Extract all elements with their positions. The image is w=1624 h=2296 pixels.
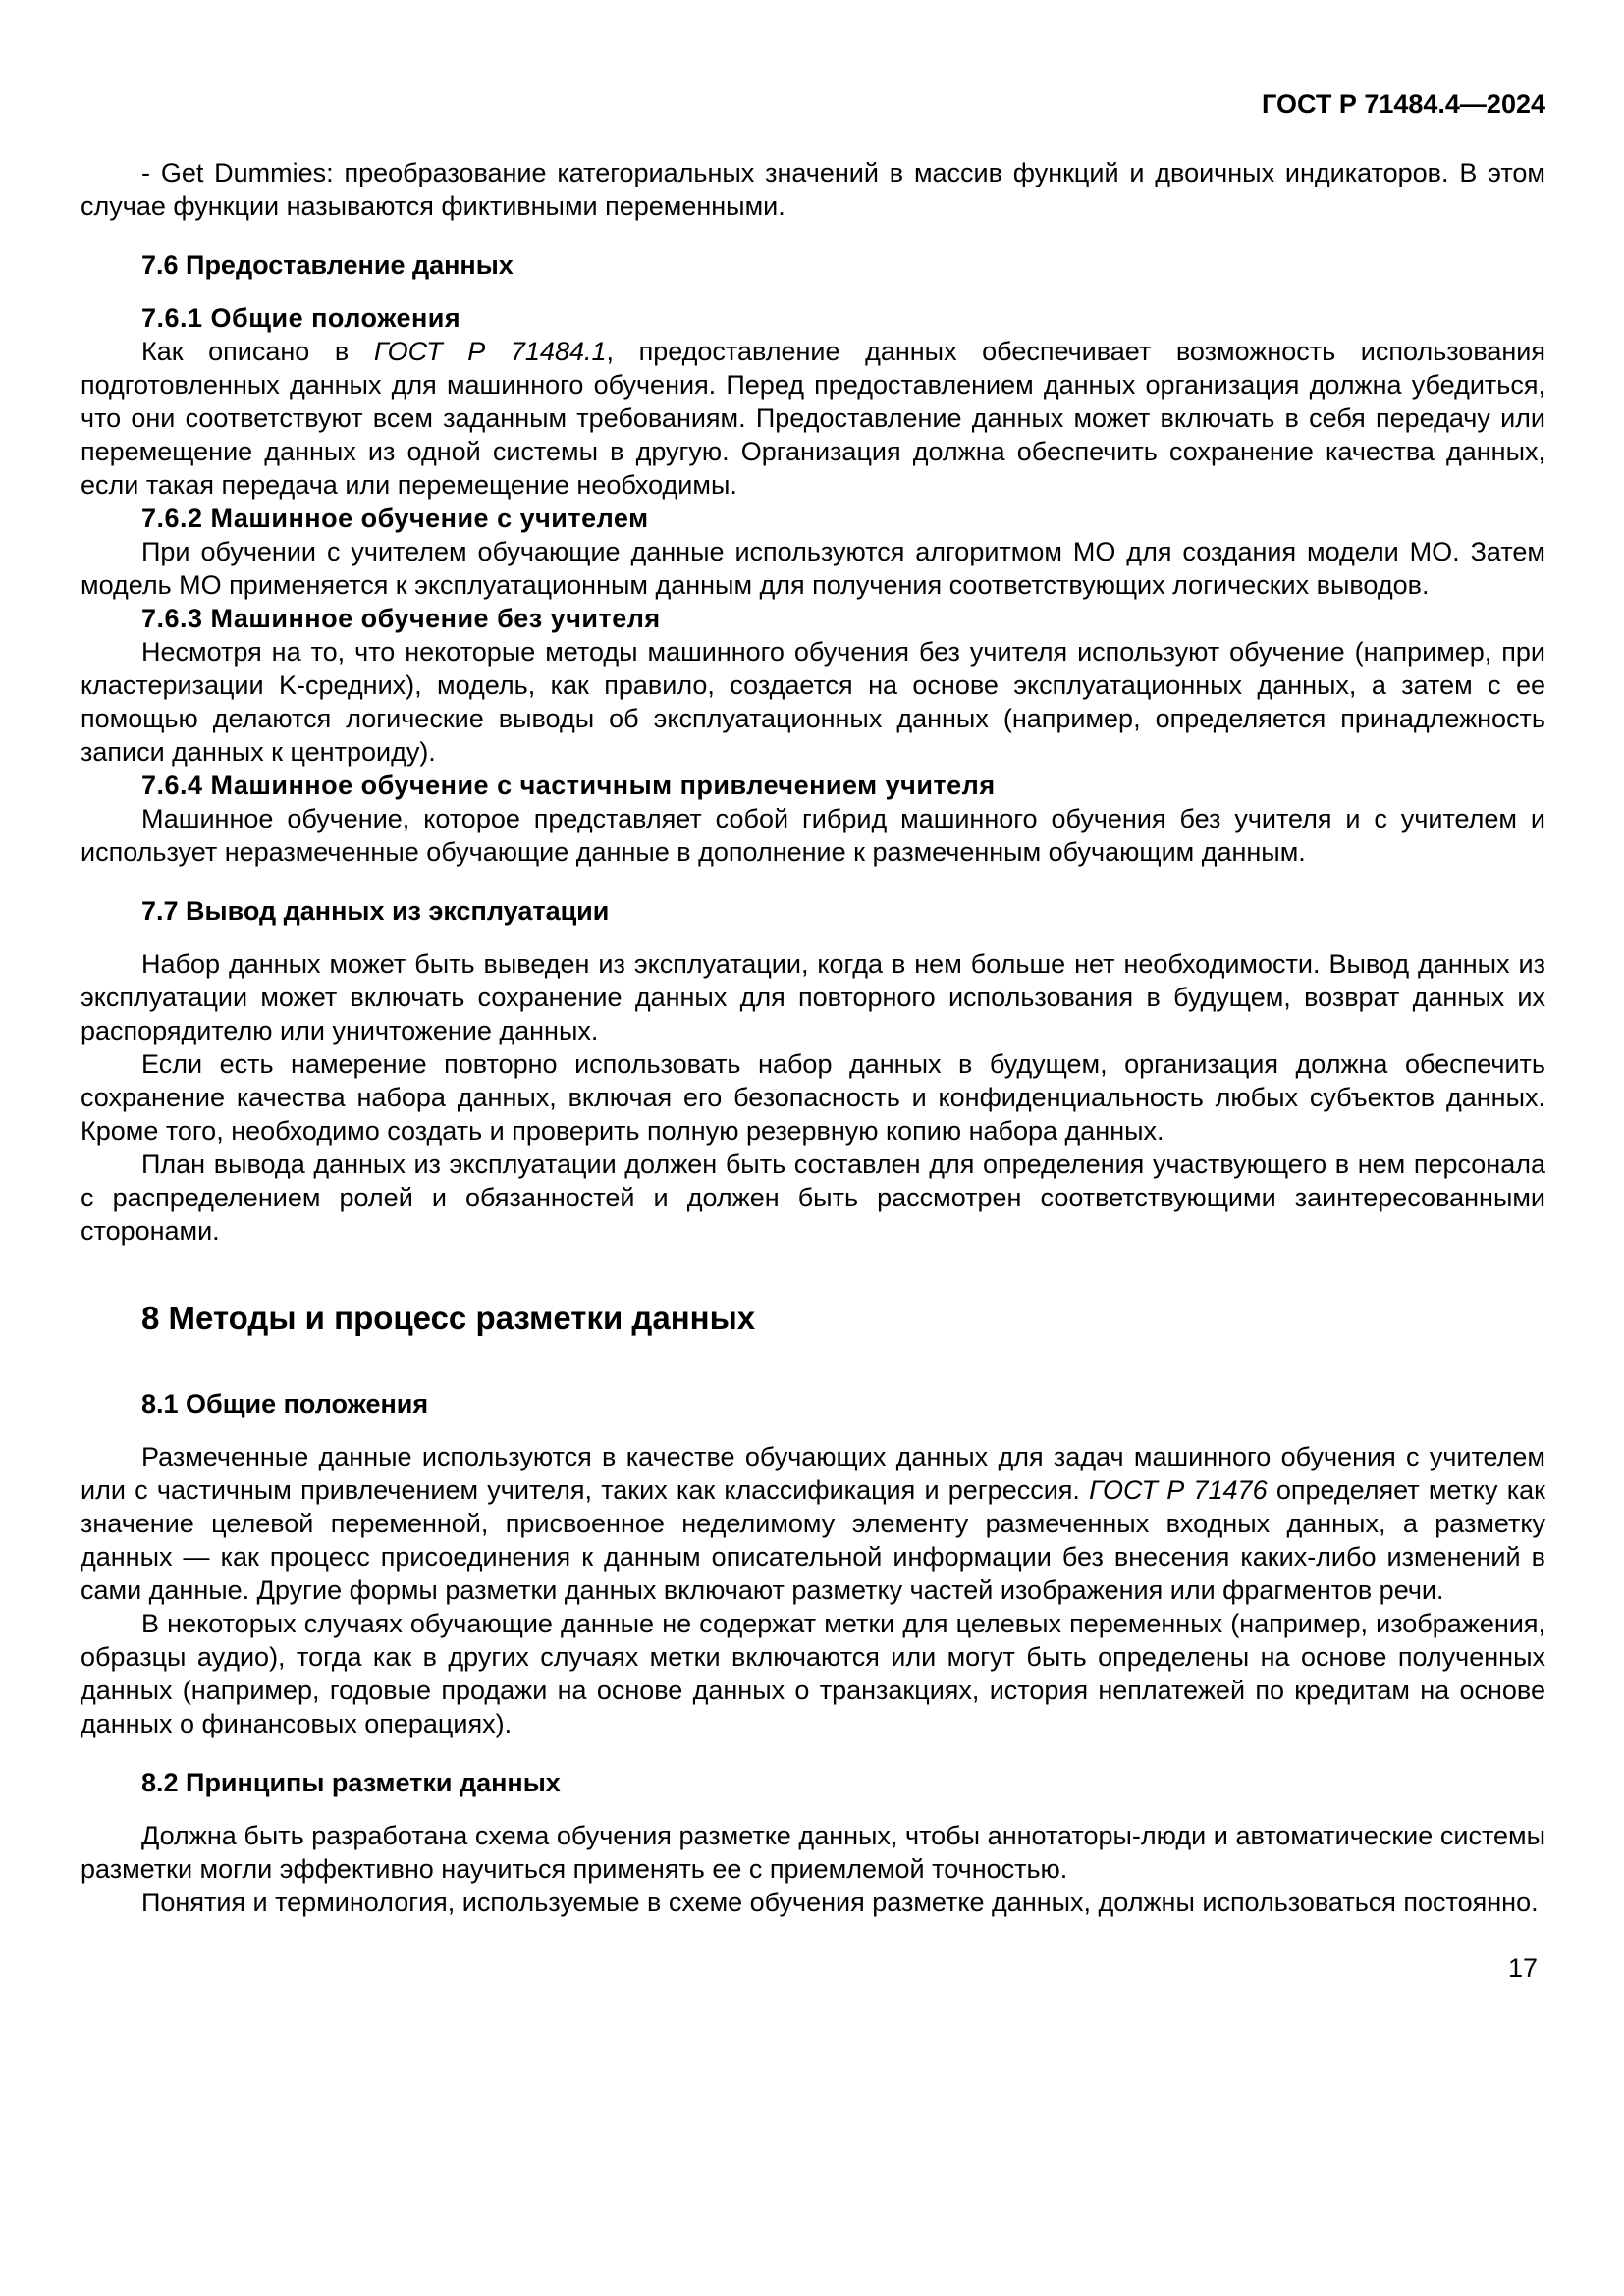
paragraph bbox=[81, 802, 1545, 869]
text-run: Должна быть разработана схема обучения разметке данных, чтобы аннотаторы-люди и автоматические системы разметки могли эффективно научиться применять ее с приемлемой точностью. bbox=[81, 1821, 1545, 1884]
text-run: Размеченные данные используются в качестве обучающих данных для задач машинного обучения с учителем или с частичным привлечением учителя, таких как классификация и регрессия. bbox=[81, 1442, 1545, 1505]
italic-text-run: ГОСТ Р 71484.1 bbox=[373, 337, 607, 366]
text-run: План вывода данных из эксплуатации должен быть составлен для определения участвующего в нем персонала с распределением ролей и обязанностей и должен быть рассмотрен соответствующими заинтересованными сторонами. bbox=[81, 1149, 1545, 1246]
text-run: Понятия и терминология, используемые в схеме обучения разметке данных, должны использоваться постоянно. bbox=[141, 1888, 1539, 1917]
paragraph bbox=[81, 335, 1545, 502]
doc-number: ГОСТ Р 71484.4—2024 bbox=[1262, 89, 1545, 119]
text-run: Набор данных может быть выведен из эксплуатации, когда в нем больше нет необходимости. Вывод данных из эксплуатации может включать сохранение данных для повторного использования в будущем, возврат данных их распорядителю или уничтожение данных. bbox=[81, 949, 1545, 1045]
paragraph bbox=[81, 1047, 1545, 1148]
subsection-heading bbox=[81, 602, 1545, 635]
text-run: 7.6.4 Машинное обучение с частичным привлечением учителя bbox=[141, 771, 996, 800]
text-run: 7.6.2 Машинное обучение с учителем bbox=[141, 504, 649, 533]
subsection-heading bbox=[81, 502, 1545, 535]
section-heading bbox=[81, 1387, 1545, 1420]
text-run: Как описано в bbox=[141, 337, 374, 366]
section-heading bbox=[81, 248, 1545, 282]
text-run: - Get Dummies: преобразование категориальных значений в массив функций и двоичных индикаторов. В этом случае функции называются фиктивными переменными. bbox=[81, 158, 1545, 221]
paragraph bbox=[81, 156, 1545, 223]
section-heading bbox=[81, 894, 1545, 928]
text-run: 8.2 Принципы разметки данных bbox=[141, 1768, 561, 1797]
paragraph bbox=[81, 535, 1545, 602]
italic-text-run: ГОСТ Р 71476 bbox=[1089, 1475, 1268, 1505]
text-run: 7.6.3 Машинное обучение без учителя bbox=[141, 604, 661, 633]
subsection-heading bbox=[81, 301, 1545, 335]
text-run: , предоставление данных обеспечивает возможность использования подготовленных данных для машинного обучения. Перед предоставлением данных организация должна убедиться, что они соответствуют всем заданным требованиям. Предоставление данных может включать в себя передачу или перемещение данных из одной системы в другую. Организация должна обеспечить сохранение качества данных, если такая передача или перемещение необходимы. bbox=[81, 337, 1545, 500]
subsection-heading bbox=[81, 769, 1545, 802]
chapter-heading bbox=[81, 1299, 1545, 1338]
section-heading bbox=[81, 1766, 1545, 1799]
text-run: Машинное обучение, которое представляет собой гибрид машинного обучения без учителя и с учителем и использует неразмеченные обучающие данные в дополнение к размеченным обучающим данным. bbox=[81, 804, 1545, 867]
page-number: 17 bbox=[1507, 1953, 1538, 1983]
paragraph bbox=[81, 1886, 1545, 1919]
text-run: определяет метку как значение целевой переменной, присвоенное неделимому элементу размеченных входных данных, а разметку данных — как процесс присоединения к данным описательной информации без внесения каких-либо изменений в сами данные. Другие формы разметки данных включают разметку частей изображения или фрагментов речи. bbox=[81, 1475, 1545, 1605]
paragraph bbox=[81, 635, 1545, 769]
text-run: 7.6 Предоставление данных bbox=[141, 250, 514, 280]
text-run: 7.6.1 Общие положения bbox=[141, 303, 461, 333]
paragraph bbox=[81, 1148, 1545, 1248]
text-run: 8 Методы и процесс разметки данных bbox=[141, 1300, 756, 1336]
text-run: Несмотря на то, что некоторые методы машинного обучения без учителя используют обучение (например, при кластеризации K-средних), модель, как правило, создается на основе эксплуатационных данных, а затем с ее помощью делаются логические выводы об эксплуатационных данных (например, определяется принадлежность записи данных к центроиду). bbox=[81, 637, 1545, 767]
paragraph bbox=[81, 947, 1545, 1047]
text-run: При обучении с учителем обучающие данные используются алгоритмом МО для создания модели МО. Затем модель МО применяется к эксплуатационным данным для получения соответствующих логических выводов. bbox=[81, 537, 1545, 600]
text-run: Если есть намерение повторно использовать набор данных в будущем, организация должна обеспечить сохранение качества набора данных, включая его безопасность и конфиденциальность любых субъектов данных. Кроме того, необходимо создать и проверить полную резервную копию набора данных. bbox=[81, 1049, 1545, 1146]
paragraph bbox=[81, 1607, 1545, 1740]
document-content bbox=[81, 156, 1545, 1919]
text-run: 7.7 Вывод данных из эксплуатации bbox=[141, 896, 610, 926]
text-run: В некоторых случаях обучающие данные не содержат метки для целевых переменных (например, изображения, образцы аудио), тогда как в других случаях метки включаются или могут быть определены на основе полученных данных (например, годовые продажи на основе данных о транзакциях, история неплатежей по кредитам на основе данных о финансовых операциях). bbox=[81, 1609, 1545, 1738]
paragraph bbox=[81, 1440, 1545, 1607]
text-run: 8.1 Общие положения bbox=[141, 1389, 429, 1418]
paragraph bbox=[81, 1819, 1545, 1886]
